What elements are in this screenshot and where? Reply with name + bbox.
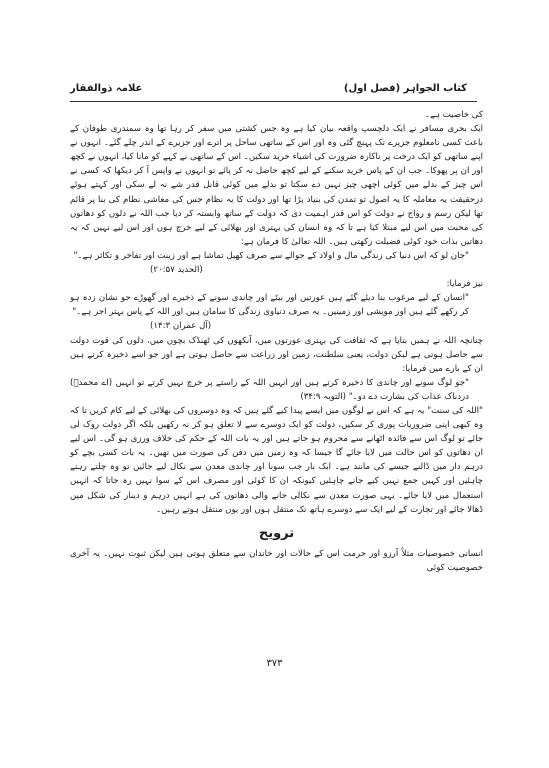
quran-quote: "جو لوگ سونے اور چاندی کا ذخیرہ کرتے ہیں اور انہیں اللہ کے راستے پر خرچ نہیں کرتے تو انہیں (اے محمدؐ) دردناک عذاب کی بشارت دے دو۔" (التوبہ ۳۴:۹)	[70, 377, 469, 402]
closing-paragraph: انسانی خصوصیات مثلاً آرزو اور حرمت اس کے حالات اور خاندان سے متعلق ہوتی ہیں لیکن ثبوت نہیں۔ یہ آخری خصوصیت کوئی	[70, 548, 483, 573]
paragraph: چنانچہ اللہ نے ہمیں بتایا ہے کہ ثقافت کی بہتری عورتوں میں، آنکھوں کی ٹھنڈک بچوں میں، دلوں کی قوت دولت سے حاصل ہوتی ہے لیکن دولت، یعنی سلطنت، زمین اور زراعت سے حاصل ہوتی ہے اور جو اسے ذخیرہ کرتے ہیں ان کے بارے میں فرمایا:	[70, 335, 483, 374]
citation: (آل عمران ۱۴:۳)	[150, 321, 212, 332]
page-number: ۳۷۳	[266, 658, 283, 669]
author-name: علامہ ذوالفقار	[70, 83, 143, 94]
body-text	[70, 108, 483, 575]
section-heading: ترویح	[258, 525, 295, 541]
book-title: کتاب الجواہر (فصل اول)	[343, 83, 467, 94]
paragraph: "اللہ کی سنت" یہ ہے کہ اس نے لوگوں میں ایسے پیدا کیے گئے ہیں کہ وہ دوسروں کی بھلائی کے لیے کام کریں تا کہ وہ کبھی اپنی ضروریات پوری کر سکیں، دولت کو ایک دوسرے سے لا تعلق ہو کر نہ رکھیں بلکہ اگر دولت روک لی جائے تو لوگ اس سے فائدہ اٹھانے سے محروم ہو جاتے ہیں اور یہ بات اللہ کے حکم کی خلاف ورزی ہو گی۔ اس لیے ان دھاتوں کو اس حالت میں لایا جائے گا جیسا کہ وہ زمین میں دفن کی صورت میں تھیں۔ یہ بات کسی بچے کو درہم دار میں ڈالنے جیسے کی مانند ہے۔ ایک بار جب سونا اور چاندی معدن سے نکال لیے جائیں تو وہ چلتے رہنے چاہئیں اور کہیں جمع نہیں کیے جانے چاہئیں کیونکہ ان کا کوئی اور مصرف اس کے سوا نہیں رہ جاتا کہ انہیں استعمال میں لایا جائے۔ یہی صورت معدن سے نکالی جانے والی دھاتوں کی ہے انہیں درہم و دینار کی شکل میں ڈھالا جائے اور تجارت کے لیے ایک سے دوسرے ہاتھ تک منتقل ہوں اور یوں منتقل ہوتے رہیں۔	[70, 405, 483, 515]
quran-quote: "انسان کے لیے مرغوب بنا دیئے گئے ہیں عورتیں اور بیٹے اور چاندی سونے کے ذخیرے اور گھوڑے جو نشان زدہ ہو کر رکھے گئے ہیں اور مویشی اور زمینیں۔ یہ صرف دنیاوی زندگی کا سامان ہیں اور اللہ کے پاس بہتر اجر ہے۔"	[70, 293, 469, 318]
paragraph: کی خاصیت ہے۔	[424, 110, 483, 120]
paragraph: نیز فرمایا:	[446, 279, 483, 290]
paragraph: ایک بحری مسافر نے ایک دلچسپ واقعہ بیان کیا ہے وہ جس کشتی میں سفر کر رہا تھا وہ سمندری طوفان کے باعث کسی نامعلوم جزیرے تک پہنچ گئی وہ اور اس کے ساتھی ساحل پر اترے اور جزیرے کے اندر چلے گئے۔ انہوں نے اپنے ساتھی کو ایک درخت پر ناکارہ ضرورت کی اشیاء خرید سکیں۔ اس کے ساتھی نے کہے کو مانا کیا، انہوں نے کچھ اور ان پر پھوکا۔ جب ان کے پاس خرید سکنے کے لیے کچھ حاصل نہ کر پائے تو انہوں نے واپس آ کر دیکھا کہ کسی نے اس چیز کے بدلے میں کوئی اچھی چیز نہیں دے سکتا تو بدلے میں کوئی قابل قدر شے نہ لے سکی اور کہتے ہوئے درحقیقت یہ معاملہ کا یہ اصول تو تمدن کی بنیاد پڑا تھا اور دولت کا یہ نظام جس کی معاشی نظام کی بنا پر قائم تھا لیکن رسم و رواج نے دولت کو اس قدر اہمیت دی کہ دولت کے ساتھ وابستہ کر دیا جب اللہ نے دلوں کو دھاتوں کی محبت میں اس لیے مبتلا کیا ہے تا کہ وہ انسان کی بہتری اور بھلائی کے لیے خرچ ہوں اور اس لیے نہیں کہ یہ دھاتیں بذات خود کوئی فضیلت رکھتی ہیں۔ اللہ تعالیٰ کا فرمان ہے:	[70, 124, 483, 247]
header-divider	[70, 101, 477, 102]
citation: (الحدید ۲۰:۵۷)	[150, 265, 203, 276]
quran-quote: "جان لو کہ اس دنیا کی زندگی مال و اولاد کے حوالے سے صرف کھیل تماشا ہے اور زینت اور تفاخر و تکاثر ہے۔"	[73, 250, 469, 261]
